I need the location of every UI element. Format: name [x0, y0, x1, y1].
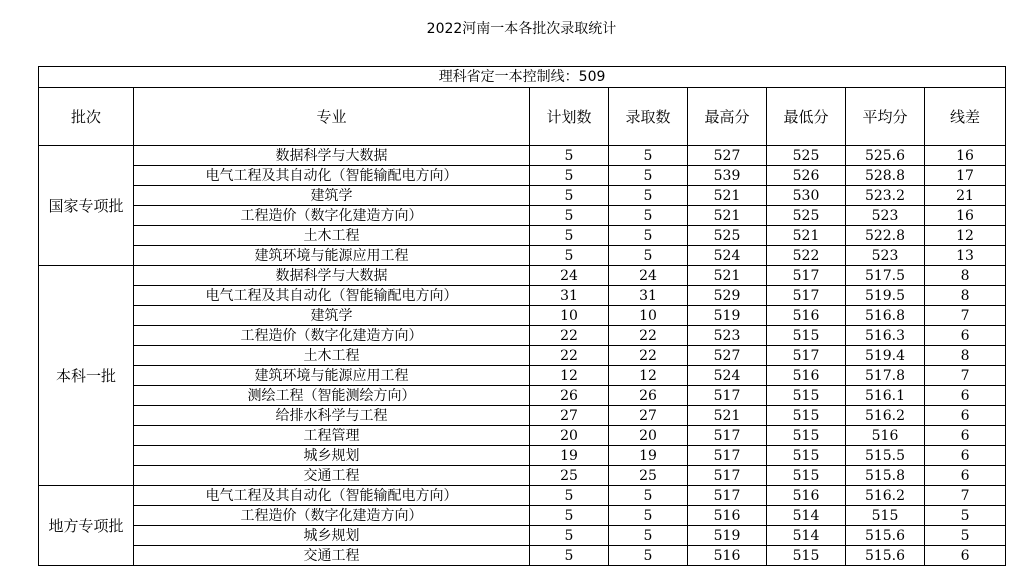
- avg-score-cell: 515.6: [846, 526, 925, 546]
- major-cell: 电气工程及其自动化（智能输配电方向）: [134, 286, 530, 306]
- major-cell: 工程造价（数字化建造方向）: [134, 206, 530, 226]
- header-batch: 批次: [39, 88, 134, 146]
- header-max: 最高分: [688, 88, 767, 146]
- table-row: [39, 386, 1006, 406]
- max-score-cell: 523: [688, 326, 767, 346]
- avg-score-cell: 516.2: [846, 486, 925, 506]
- avg-score-cell: 519.4: [846, 346, 925, 366]
- plan-cell: 22: [530, 326, 609, 346]
- table-row: [39, 186, 1006, 206]
- table-row: [39, 506, 1006, 526]
- major-cell: 土木工程: [134, 226, 530, 246]
- control-line-banner: 理科省定一本控制线：509: [39, 67, 1006, 88]
- min-score-cell: 515: [767, 466, 846, 486]
- plan-cell: 5: [530, 546, 609, 566]
- plan-cell: 5: [530, 506, 609, 526]
- line-diff-cell: 12: [925, 226, 1006, 246]
- max-score-cell: 521: [688, 406, 767, 426]
- min-score-cell: 514: [767, 526, 846, 546]
- max-score-cell: 521: [688, 266, 767, 286]
- max-score-cell: 527: [688, 346, 767, 366]
- avg-score-cell: 519.5: [846, 286, 925, 306]
- table-row: [39, 406, 1006, 426]
- major-cell: 给排水科学与工程: [134, 406, 530, 426]
- min-score-cell: 530: [767, 186, 846, 206]
- avg-score-cell: 515.8: [846, 466, 925, 486]
- avg-score-cell: 528.8: [846, 166, 925, 186]
- major-cell: 建筑环境与能源应用工程: [134, 366, 530, 386]
- plan-cell: 31: [530, 286, 609, 306]
- min-score-cell: 515: [767, 386, 846, 406]
- major-cell: 城乡规划: [134, 526, 530, 546]
- major-cell: 工程造价（数字化建造方向）: [134, 326, 530, 346]
- min-score-cell: 521: [767, 226, 846, 246]
- min-score-cell: 516: [767, 486, 846, 506]
- max-score-cell: 517: [688, 386, 767, 406]
- admitted-cell: 31: [609, 286, 688, 306]
- line-diff-cell: 5: [925, 526, 1006, 546]
- header-admitted: 录取数: [609, 88, 688, 146]
- avg-score-cell: 523: [846, 206, 925, 226]
- major-cell: 建筑学: [134, 306, 530, 326]
- line-diff-cell: 7: [925, 366, 1006, 386]
- admitted-cell: 24: [609, 266, 688, 286]
- max-score-cell: 517: [688, 466, 767, 486]
- table-row: [39, 226, 1006, 246]
- major-cell: 建筑环境与能源应用工程: [134, 246, 530, 266]
- max-score-cell: 527: [688, 146, 767, 166]
- admitted-cell: 26: [609, 386, 688, 406]
- major-cell: 土木工程: [134, 346, 530, 366]
- max-score-cell: 524: [688, 366, 767, 386]
- plan-cell: 5: [530, 526, 609, 546]
- min-score-cell: 514: [767, 506, 846, 526]
- major-cell: 测绘工程（智能测绘方向）: [134, 386, 530, 406]
- max-score-cell: 519: [688, 306, 767, 326]
- plan-cell: 10: [530, 306, 609, 326]
- admission-stats-table: [38, 66, 1006, 566]
- max-score-cell: 517: [688, 446, 767, 466]
- admitted-cell: 5: [609, 206, 688, 226]
- admitted-cell: 19: [609, 446, 688, 466]
- max-score-cell: 529: [688, 286, 767, 306]
- header-avg: 平均分: [846, 88, 925, 146]
- line-diff-cell: 6: [925, 466, 1006, 486]
- admitted-cell: 25: [609, 466, 688, 486]
- max-score-cell: 521: [688, 186, 767, 206]
- max-score-cell: 521: [688, 206, 767, 226]
- line-diff-cell: 6: [925, 546, 1006, 566]
- max-score-cell: 525: [688, 226, 767, 246]
- major-cell: 数据科学与大数据: [134, 266, 530, 286]
- plan-cell: 5: [530, 186, 609, 206]
- admitted-cell: 5: [609, 166, 688, 186]
- major-cell: 建筑学: [134, 186, 530, 206]
- min-score-cell: 515: [767, 406, 846, 426]
- admitted-cell: 10: [609, 306, 688, 326]
- max-score-cell: 516: [688, 546, 767, 566]
- line-diff-cell: 16: [925, 146, 1006, 166]
- table-row: [39, 486, 1006, 506]
- major-cell: 工程管理: [134, 426, 530, 446]
- line-diff-cell: 6: [925, 406, 1006, 426]
- line-diff-cell: 6: [925, 326, 1006, 346]
- admitted-cell: 5: [609, 246, 688, 266]
- table-row: [39, 326, 1006, 346]
- table-row: [39, 286, 1006, 306]
- major-cell: 数据科学与大数据: [134, 146, 530, 166]
- avg-score-cell: 517.5: [846, 266, 925, 286]
- plan-cell: 5: [530, 226, 609, 246]
- admitted-cell: 5: [609, 486, 688, 506]
- plan-cell: 5: [530, 166, 609, 186]
- avg-score-cell: 516.8: [846, 306, 925, 326]
- major-cell: 电气工程及其自动化（智能输配电方向）: [134, 166, 530, 186]
- table-row: [39, 246, 1006, 266]
- page-title: 2022河南一本各批次录取统计: [426, 21, 617, 37]
- min-score-cell: 517: [767, 266, 846, 286]
- avg-score-cell: 523: [846, 246, 925, 266]
- avg-score-cell: 516: [846, 426, 925, 446]
- line-diff-cell: 7: [925, 486, 1006, 506]
- plan-cell: 5: [530, 246, 609, 266]
- avg-score-cell: 516.2: [846, 406, 925, 426]
- major-cell: 城乡规划: [134, 446, 530, 466]
- plan-cell: 20: [530, 426, 609, 446]
- max-score-cell: 539: [688, 166, 767, 186]
- table-row: [39, 306, 1006, 326]
- plan-cell: 19: [530, 446, 609, 466]
- plan-cell: 22: [530, 346, 609, 366]
- major-cell: 交通工程: [134, 466, 530, 486]
- table-row: [39, 206, 1006, 226]
- admitted-cell: 5: [609, 506, 688, 526]
- table-row: [39, 546, 1006, 566]
- max-score-cell: 519: [688, 526, 767, 546]
- batch-cell: 国家专项批: [39, 146, 134, 266]
- admitted-cell: 20: [609, 426, 688, 446]
- plan-cell: 25: [530, 466, 609, 486]
- header-row: [39, 88, 1006, 146]
- admitted-cell: 5: [609, 146, 688, 166]
- min-score-cell: 517: [767, 286, 846, 306]
- min-score-cell: 515: [767, 326, 846, 346]
- line-diff-cell: 6: [925, 446, 1006, 466]
- major-cell: 工程造价（数字化建造方向）: [134, 506, 530, 526]
- table-row: [39, 266, 1006, 286]
- admitted-cell: 22: [609, 346, 688, 366]
- max-score-cell: 517: [688, 426, 767, 446]
- line-diff-cell: 6: [925, 386, 1006, 406]
- table-row: [39, 166, 1006, 186]
- avg-score-cell: 515.5: [846, 446, 925, 466]
- avg-score-cell: 522.8: [846, 226, 925, 246]
- header-min: 最低分: [767, 88, 846, 146]
- admitted-cell: 5: [609, 226, 688, 246]
- table-row: [39, 466, 1006, 486]
- avg-score-cell: 516.3: [846, 326, 925, 346]
- line-diff-cell: 8: [925, 266, 1006, 286]
- min-score-cell: 515: [767, 426, 846, 446]
- avg-score-cell: 515: [846, 506, 925, 526]
- min-score-cell: 515: [767, 546, 846, 566]
- plan-cell: 5: [530, 486, 609, 506]
- min-score-cell: 525: [767, 206, 846, 226]
- admitted-cell: 5: [609, 546, 688, 566]
- admitted-cell: 27: [609, 406, 688, 426]
- avg-score-cell: 517.8: [846, 366, 925, 386]
- min-score-cell: 516: [767, 366, 846, 386]
- avg-score-cell: 516.1: [846, 386, 925, 406]
- table-row: [39, 426, 1006, 446]
- plan-cell: 5: [530, 146, 609, 166]
- line-diff-cell: 17: [925, 166, 1006, 186]
- table-row: [39, 526, 1006, 546]
- max-score-cell: 517: [688, 486, 767, 506]
- major-cell: 交通工程: [134, 546, 530, 566]
- admitted-cell: 22: [609, 326, 688, 346]
- line-diff-cell: 7: [925, 306, 1006, 326]
- plan-cell: 24: [530, 266, 609, 286]
- table-row: [39, 346, 1006, 366]
- major-cell: 电气工程及其自动化（智能输配电方向）: [134, 486, 530, 506]
- min-score-cell: 525: [767, 146, 846, 166]
- header-diff: 线差: [925, 88, 1006, 146]
- line-diff-cell: 8: [925, 346, 1006, 366]
- table-row: [39, 446, 1006, 466]
- avg-score-cell: 515.6: [846, 546, 925, 566]
- admitted-cell: 5: [609, 526, 688, 546]
- line-diff-cell: 13: [925, 246, 1006, 266]
- line-diff-cell: 16: [925, 206, 1006, 226]
- min-score-cell: 526: [767, 166, 846, 186]
- line-diff-cell: 8: [925, 286, 1006, 306]
- line-diff-cell: 5: [925, 506, 1006, 526]
- line-diff-cell: 6: [925, 426, 1006, 446]
- header-major: 专业: [134, 88, 530, 146]
- max-score-cell: 516: [688, 506, 767, 526]
- plan-cell: 26: [530, 386, 609, 406]
- plan-cell: 12: [530, 366, 609, 386]
- header-plan: 计划数: [530, 88, 609, 146]
- min-score-cell: 516: [767, 306, 846, 326]
- control-line-row: [39, 67, 1006, 88]
- table-row: [39, 366, 1006, 386]
- avg-score-cell: 523.2: [846, 186, 925, 206]
- min-score-cell: 517: [767, 346, 846, 366]
- min-score-cell: 515: [767, 446, 846, 466]
- admitted-cell: 12: [609, 366, 688, 386]
- batch-cell: 本科一批: [39, 266, 134, 486]
- line-diff-cell: 21: [925, 186, 1006, 206]
- admitted-cell: 5: [609, 186, 688, 206]
- plan-cell: 5: [530, 206, 609, 226]
- batch-cell: 地方专项批: [39, 486, 134, 566]
- min-score-cell: 522: [767, 246, 846, 266]
- table-row: [39, 146, 1006, 166]
- avg-score-cell: 525.6: [846, 146, 925, 166]
- max-score-cell: 524: [688, 246, 767, 266]
- plan-cell: 27: [530, 406, 609, 426]
